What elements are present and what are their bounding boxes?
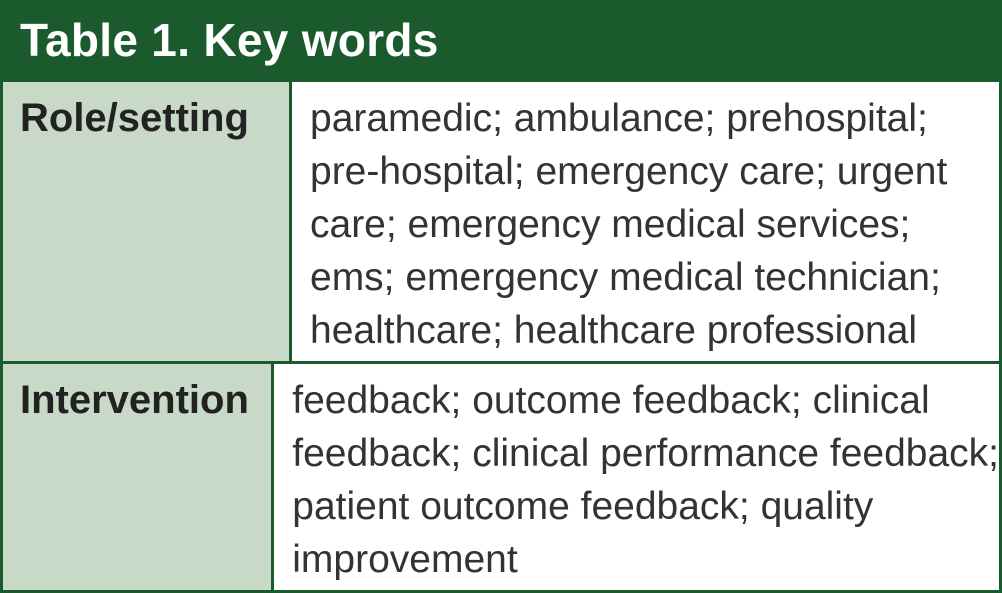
keyword-line: healthcare; healthcare professional xyxy=(310,309,918,352)
table-row-intervention xyxy=(3,364,999,590)
table-row-role-setting xyxy=(3,82,999,361)
keyword-line: care; emergency medical services; xyxy=(310,203,911,246)
keyword-line: ems; emergency medical technician; xyxy=(310,256,941,299)
keyword-line: patient outcome feedback; quality xyxy=(292,485,874,528)
row-keywords-intervention xyxy=(274,364,999,590)
keyword-line: pre-hospital; emergency care; urgent xyxy=(310,150,948,193)
row-keywords-role-setting xyxy=(292,82,999,361)
keyword-line: paramedic; ambulance; prehospital; xyxy=(310,97,928,140)
row-label-intervention: Intervention xyxy=(3,364,271,590)
keyword-line: feedback; clinical performance feedback; xyxy=(292,432,999,475)
row-label-role-setting: Role/setting xyxy=(3,82,289,361)
keyword-line: feedback; outcome feedback; clinical xyxy=(292,379,930,422)
keyword-line: improvement xyxy=(292,538,518,581)
table-title: Table 1. Key words xyxy=(0,0,1002,80)
